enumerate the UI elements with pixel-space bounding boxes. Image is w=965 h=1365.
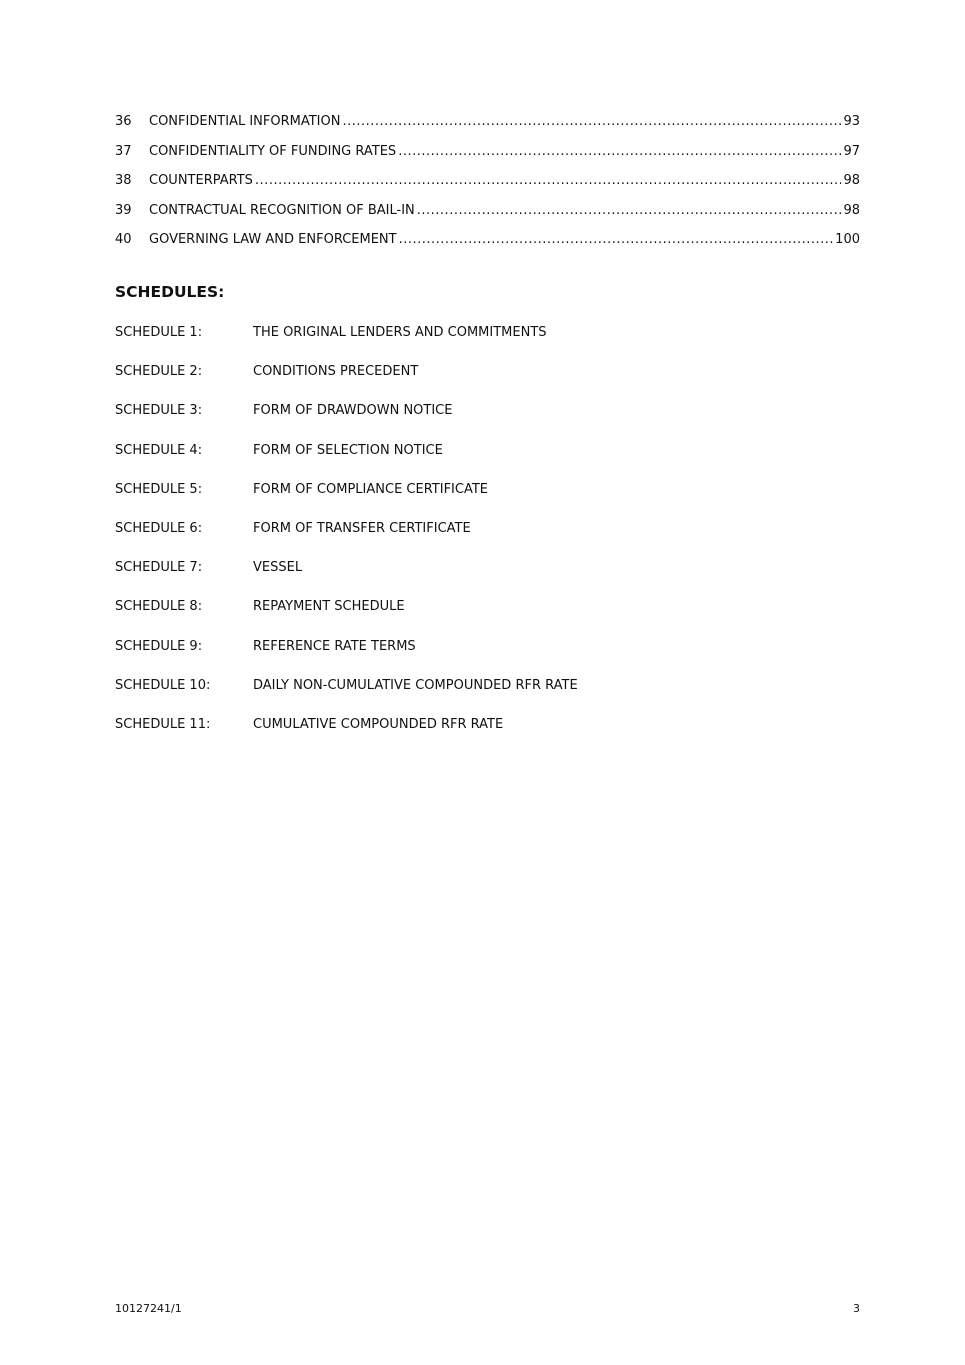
schedule-entry	[115, 482, 860, 521]
toc-entry	[115, 144, 860, 174]
schedule-entry	[115, 443, 860, 482]
schedule-entry	[115, 639, 860, 678]
schedules-list	[115, 325, 860, 756]
schedule-label: SCHEDULE 10:	[115, 677, 211, 693]
toc-entry-title: CONTRACTUAL RECOGNITION OF BAIL-IN	[149, 202, 415, 218]
schedule-title: CUMULATIVE COMPOUNDED RFR RATE	[253, 716, 504, 732]
schedules-heading: SCHEDULES:	[115, 283, 225, 301]
toc-entry	[115, 203, 860, 233]
toc-entry-page: 97	[843, 143, 860, 159]
schedule-entry	[115, 325, 860, 364]
toc-dot-leader	[255, 173, 842, 188]
schedule-title: CONDITIONS PRECEDENT	[253, 364, 419, 380]
toc-dot-leader	[398, 144, 841, 159]
schedule-entry	[115, 521, 860, 560]
toc-entry-title: CONFIDENTIAL INFORMATION	[149, 114, 341, 129]
toc-entry	[115, 232, 860, 262]
schedule-label: SCHEDULE 1:	[115, 325, 203, 340]
toc-entry-page: 98	[843, 202, 860, 218]
toc-entry-page: 93	[843, 114, 860, 129]
toc-entry-title: COUNTERPARTS	[149, 173, 253, 188]
schedule-title: FORM OF SELECTION NOTICE	[253, 442, 443, 458]
schedule-entry	[115, 678, 860, 717]
schedule-title: FORM OF DRAWDOWN NOTICE	[253, 403, 453, 419]
schedule-label: SCHEDULE 3:	[115, 403, 203, 419]
schedule-title: REPAYMENT SCHEDULE	[253, 599, 405, 615]
schedule-label: SCHEDULE 6:	[115, 520, 203, 536]
toc-dot-leader	[399, 232, 834, 247]
schedule-title: REFERENCE RATE TERMS	[253, 638, 416, 654]
schedule-entry	[115, 717, 860, 756]
toc-entry-number: 36	[115, 114, 132, 129]
schedule-title: VESSEL	[253, 560, 303, 576]
schedule-title: FORM OF TRANSFER CERTIFICATE	[253, 520, 471, 536]
toc-entry	[115, 173, 860, 203]
schedule-entry	[115, 364, 860, 403]
toc-entry-title: GOVERNING LAW AND ENFORCEMENT	[149, 232, 397, 247]
schedule-label: SCHEDULE 11:	[115, 716, 211, 732]
footer-page-number: 3	[853, 1302, 860, 1315]
table-of-contents	[115, 114, 860, 262]
toc-dot-leader	[342, 114, 841, 129]
toc-entry-page: 100	[835, 232, 860, 247]
schedule-label: SCHEDULE 8:	[115, 599, 203, 615]
toc-entry-title: CONFIDENTIALITY OF FUNDING RATES	[149, 143, 397, 159]
schedule-title: THE ORIGINAL LENDERS AND COMMITMENTS	[253, 325, 547, 340]
schedule-label: SCHEDULE 5:	[115, 481, 203, 497]
schedule-title: DAILY NON-CUMULATIVE COMPOUNDED RFR RATE	[253, 677, 578, 693]
schedule-label: SCHEDULE 7:	[115, 560, 203, 576]
toc-entry	[115, 114, 860, 144]
schedule-label: SCHEDULE 2:	[115, 364, 203, 380]
schedule-entry	[115, 599, 860, 638]
toc-entry-number: 40	[115, 232, 132, 247]
schedule-label: SCHEDULE 9:	[115, 638, 203, 654]
schedule-title: FORM OF COMPLIANCE CERTIFICATE	[253, 481, 488, 497]
schedule-label: SCHEDULE 4:	[115, 442, 203, 458]
toc-dot-leader	[417, 203, 842, 218]
schedule-entry	[115, 403, 860, 442]
toc-entry-number: 39	[115, 202, 132, 218]
toc-entry-page: 98	[843, 173, 860, 188]
toc-entry-number: 38	[115, 173, 132, 188]
footer-document-reference: 10127241/1	[115, 1302, 182, 1315]
toc-entry-number: 37	[115, 143, 132, 159]
schedule-entry	[115, 560, 860, 599]
